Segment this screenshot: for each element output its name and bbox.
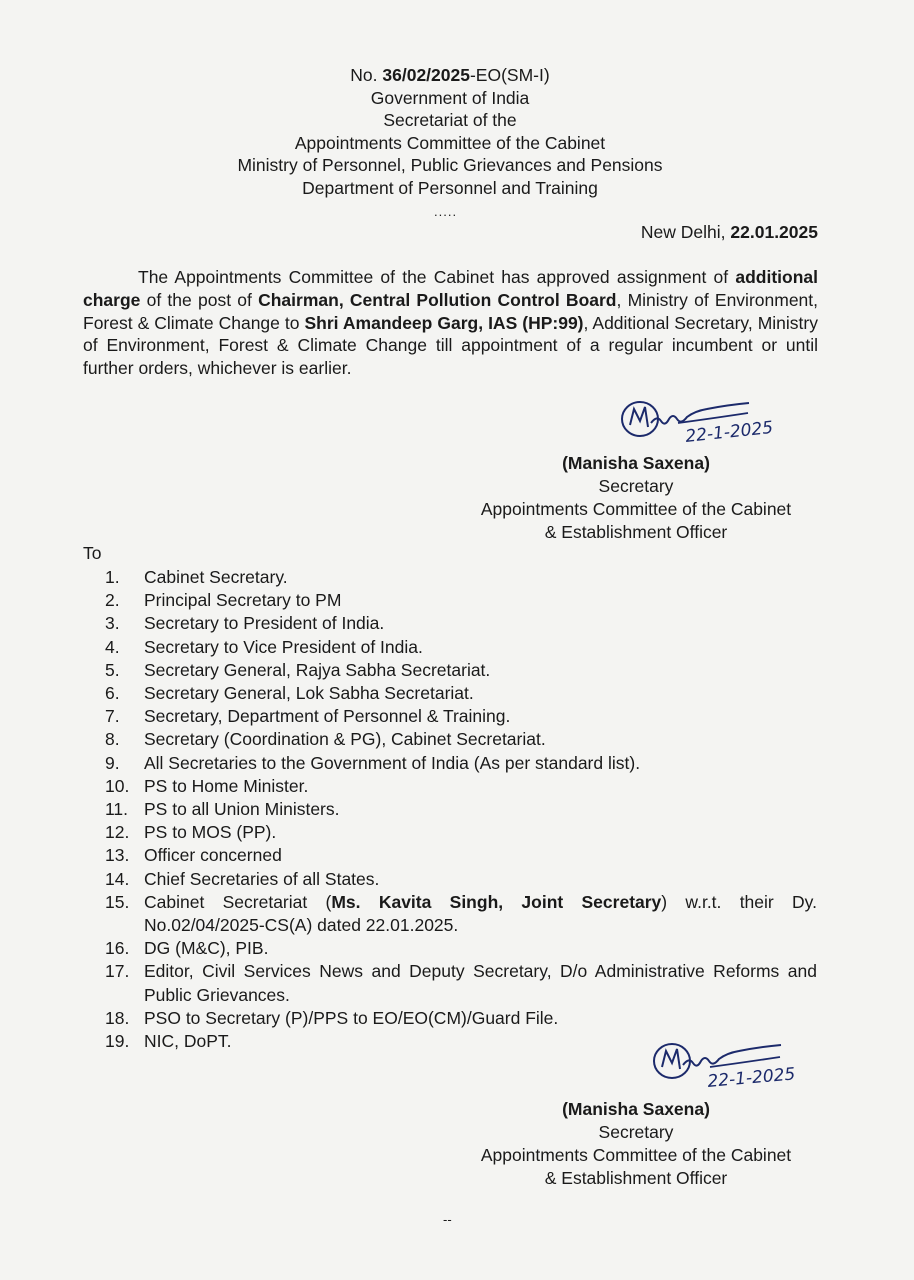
list-item: 10. PS to Home Minister. (105, 775, 309, 796)
list-item: 8. Secretary (Coordination & PG), Cabinet Secretariat. (105, 729, 546, 750)
reference-number: No. 36/02/2025-EO(SM-I) (350, 65, 550, 85)
list-item: 12. PS to MOS (PP). (105, 822, 277, 843)
signatory-role: & Establishment Officer (544, 1168, 728, 1188)
list-item: 3. Secretary to President of India. (105, 613, 385, 634)
list-item: 2. Principal Secretary to PM (105, 590, 342, 611)
letterhead-line: Secretariat of the (383, 110, 517, 130)
list-item: 6. Secretary General, Lok Sabha Secretariat. (105, 683, 474, 704)
svg-text:22-1-2025: 22-1-2025 (706, 1064, 797, 1092)
to-label: To (83, 543, 102, 563)
list-item: 19. NIC, DoPT. (105, 1031, 232, 1052)
list-item: 13. Officer concerned (105, 845, 282, 866)
page-end-mark: -- (443, 1212, 452, 1227)
handwritten-signature (650, 1037, 870, 1097)
signatory-name: (Manisha Saxena) (562, 453, 710, 473)
handwritten-signature (618, 395, 838, 455)
list-item: 5. Secretary General, Rajya Sabha Secretariat. (105, 659, 491, 680)
signatory-title: Secretary (598, 476, 674, 496)
letterhead-line: Department of Personnel and Training (302, 177, 598, 198)
list-item: 1. Cabinet Secretary. (105, 567, 288, 587)
list-item: 15. Cabinet Secretariat (Ms. Kavita Singh, Joint Secretary) w.r.t. their Dy. No.02/04/2025-CS(A) dated 22.01.2025. (105, 891, 817, 936)
signature-block (446, 452, 826, 544)
signatory-name: (Manisha Saxena) (562, 1099, 710, 1119)
letterhead (0, 64, 900, 199)
signatory-org: Appointments Committee of the Cabinet (480, 499, 792, 519)
signature-block (446, 1098, 826, 1190)
dateline: New Delhi, 22.01.2025 (640, 222, 818, 242)
letterhead-line: Ministry of Personnel, Public Grievances and Pensions (237, 155, 663, 175)
signatory-role: & Establishment Officer (544, 522, 728, 542)
distribution-list (105, 566, 817, 1053)
separator-dots: ..... (434, 204, 458, 219)
list-item: 7. Secretary, Department of Personnel & Training. (105, 706, 511, 727)
list-item: 4. Secretary to Vice President of India. (105, 636, 423, 657)
list-item: 17. Editor, Civil Services News and Deputy Secretary, D/o Administrative Reforms and Public Grievances. (105, 961, 817, 1005)
signatory-org: Appointments Committee of the Cabinet (480, 1145, 792, 1165)
order-paragraph: The Appointments Committee of the Cabinet has approved assignment of additional charge of the post of Chairman, Central Pollution Control Board, Ministry of Environment, Forest & Climate Change to Shri Amandeep Garg, IAS (HP:99), Additional Secretary, Ministry of Environment, Forest & Climate Change till appointment of a regular incumbent or until further orders, whichever is earlier. (83, 267, 819, 379)
list-item: 11. PS to all Union Ministers. (105, 799, 340, 820)
svg-text:22-1-2025: 22-1-2025 (684, 417, 775, 447)
list-item: 18. PSO to Secretary (P)/PPS to EO/EO(CM)/Guard File. (105, 1007, 559, 1028)
letterhead-line: Appointments Committee of the Cabinet (294, 132, 606, 153)
list-item: 16. DG (M&C), PIB. (105, 938, 269, 959)
letterhead-line: Government of India (370, 87, 530, 108)
list-item: 14. Chief Secretaries of all States. (105, 868, 380, 889)
signatory-title: Secretary (598, 1122, 674, 1142)
list-item: 9. All Secretaries to the Government of India (As per standard list). (105, 752, 641, 773)
